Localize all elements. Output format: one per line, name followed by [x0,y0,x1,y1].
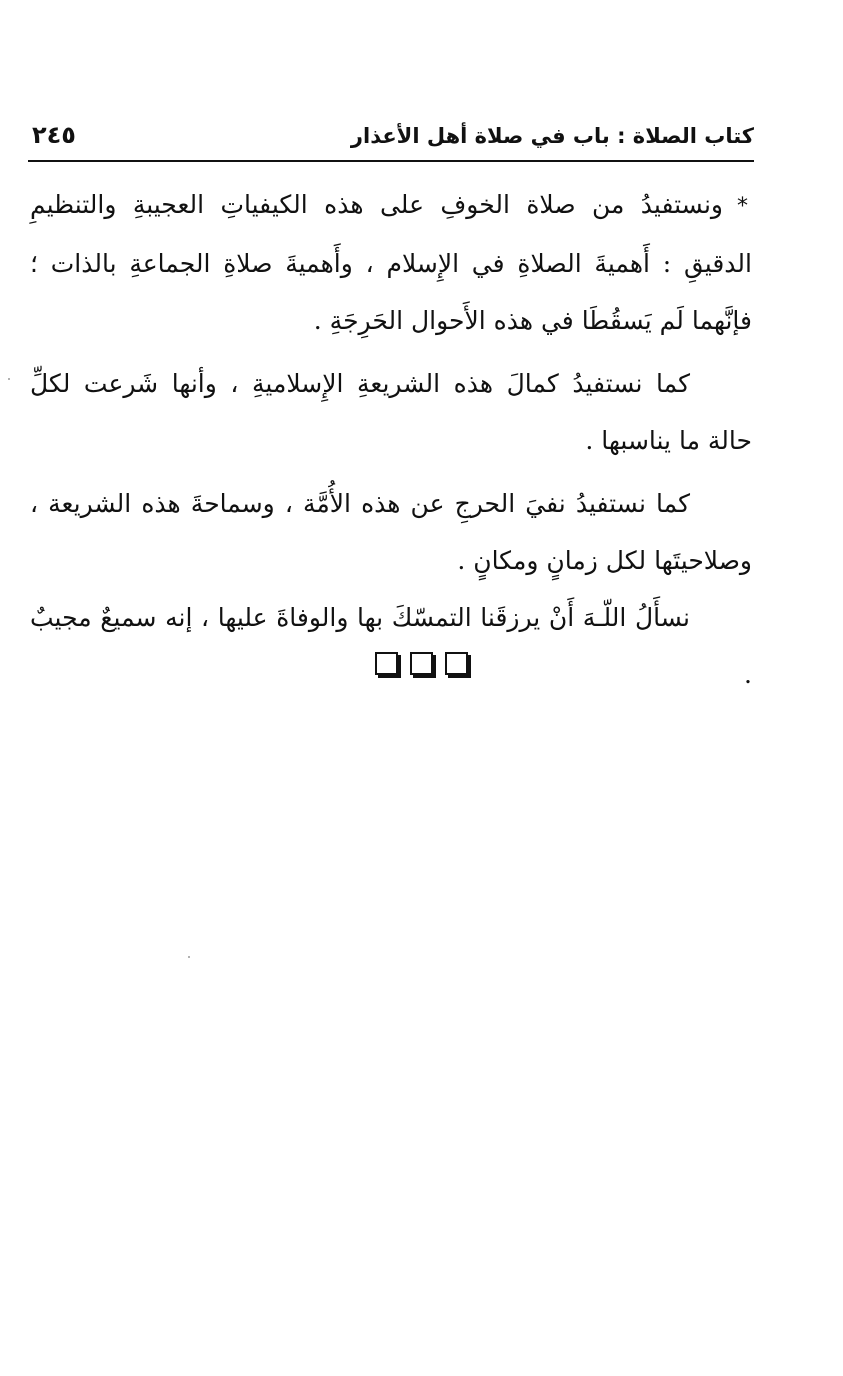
paragraph-benefits [30,176,752,349]
page-header [28,118,754,158]
scan-speck [8,378,10,380]
hollow-square-icon [375,652,398,675]
paragraph-no-hardship [30,475,752,589]
section-end-marks [0,652,843,675]
hollow-square-icon [445,652,468,675]
asterisk-icon: * [737,194,748,219]
scan-speck [188,956,190,958]
running-title: كتاب الصلاة : باب في صلاة أهل الأعذار [350,124,754,148]
page-number: ٢٤٥ [32,121,76,149]
paragraph-text: نسأَلُ اللّـهَ أَنْ يرزقَنا التمسّكَ بها والوفاةَ عليها ، إنه سميعٌ مجيبٌ . [30,603,752,689]
paragraph-text: كما نستفيدُ كمالَ هذه الشريعةِ الإِسلاميةِ ، وأنها شَرعت لكلِّ حالة ما يناسبها . [30,369,752,455]
body-text [30,176,752,703]
paragraph-perfection [30,355,752,469]
paragraph-text: ونستفيدُ من صلاة الخوفِ على هذه الكيفياتِ العجيبةِ والتنظيمِ الدقيقِ : أَهميةَ الصلاةِ في الإِسلام ، وأَهميةَ صلاةِ الجماعةِ بالذات ؛ فإنَّهما لَم يَسقُطَا في هذه الأَحوال الحَرِجَةِ . [30,190,752,335]
paragraph-supplication [30,589,752,703]
header-rule [28,160,754,162]
paragraph-text: كما نستفيدُ نفيَ الحرجِ عن هذه الأُمَّة ، وسماحةَ هذه الشريعة ، وصلاحيتَها لكل زمانٍ ومكانٍ . [30,489,752,575]
hollow-square-icon [410,652,433,675]
